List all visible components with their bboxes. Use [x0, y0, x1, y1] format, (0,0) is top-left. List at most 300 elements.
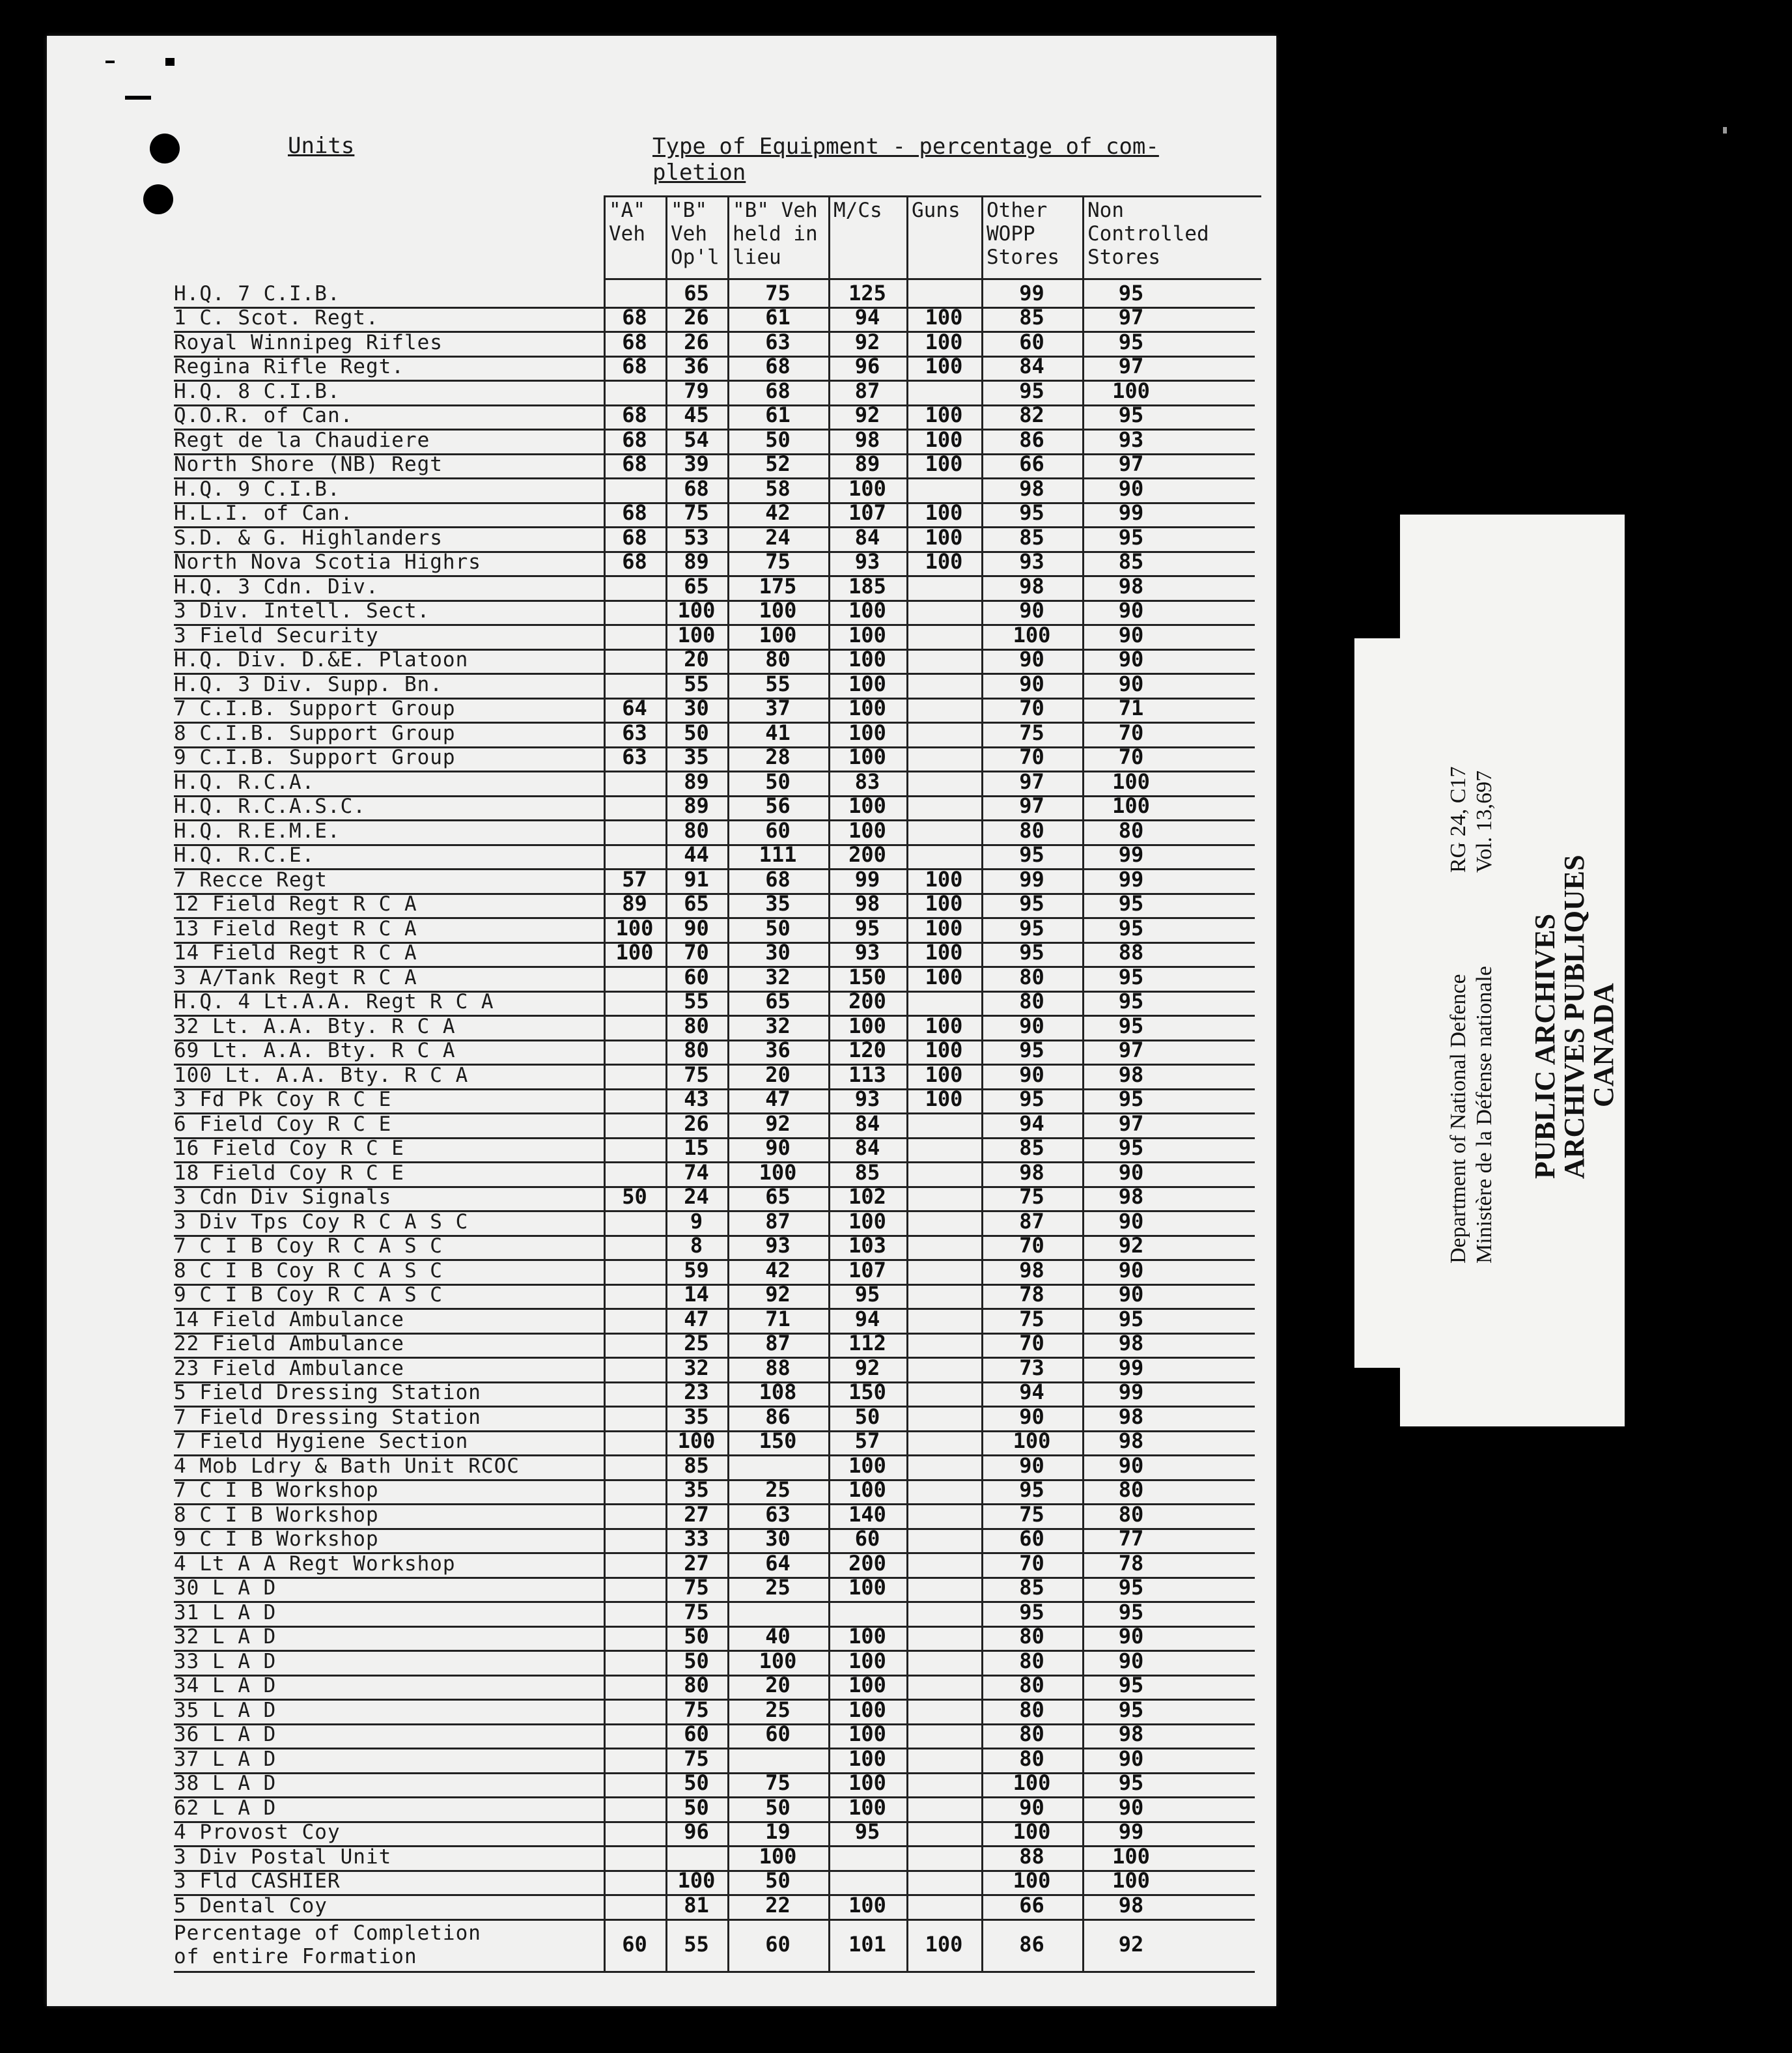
cell-bl: 52: [765, 451, 791, 476]
cell-wopp: 94: [1019, 1111, 1044, 1136]
cell-wopp: 80: [1019, 989, 1044, 1013]
cell-b: 47: [684, 1306, 709, 1331]
unit-name: 33 L A D: [174, 1649, 277, 1673]
cell-bl: 25: [765, 1575, 791, 1600]
total-label-line1: Percentage of Completion: [174, 1921, 481, 1945]
cell-wopp: 85: [1019, 524, 1044, 550]
cell-nc: 90: [1118, 475, 1144, 501]
cell-bl: 65: [765, 989, 791, 1013]
column-header: "B" Veh Op'l: [671, 199, 720, 269]
cell-mc: 94: [854, 1306, 880, 1331]
unit-name: 7 Field Hygiene Section: [174, 1430, 469, 1453]
cell-b: 33: [684, 1526, 709, 1551]
cell-nc: 92: [1118, 1233, 1144, 1258]
cell-wopp: 95: [1019, 1038, 1044, 1062]
cell-guns: 100: [925, 915, 963, 941]
unit-name: 7 C.I.B. Support Group: [174, 697, 456, 720]
total-row: [174, 1919, 1255, 1973]
unit-name: 100 Lt. A.A. Bty. R C A: [174, 1063, 469, 1087]
cell-wopp: 90: [1019, 671, 1044, 696]
unit-name: 4 Provost Coy: [174, 1820, 341, 1844]
cell-bl: 111: [759, 842, 797, 867]
unit-name: 32 Lt. A.A. Bty. R C A: [174, 1014, 456, 1038]
cell-a: 100: [615, 940, 654, 965]
cell-mc: 150: [848, 964, 886, 989]
document-page: [47, 36, 1276, 2006]
cell-wopp: 60: [1019, 329, 1044, 354]
cell-nc: 95: [1118, 1306, 1144, 1331]
cell-mc: 100: [848, 1746, 886, 1771]
cell-wopp: 97: [1019, 769, 1044, 794]
cell-mc: 100: [848, 647, 886, 672]
cell-b: 80: [684, 1673, 709, 1697]
column-header: Non Controlled Stores: [1087, 199, 1209, 269]
cell-mc: 85: [854, 1159, 880, 1185]
unit-name: S.D. & G. Highlanders: [174, 526, 443, 550]
cell-b: 36: [684, 354, 709, 378]
unit-name: Q.O.R. of Can.: [174, 404, 354, 427]
cell-nc: 90: [1118, 671, 1144, 696]
cell-mc: 100: [848, 1208, 886, 1234]
cell-mc: 84: [854, 524, 880, 550]
equipment-table: [47, 36, 1276, 2006]
units-heading: Units: [288, 133, 355, 159]
cell-guns: 100: [925, 940, 963, 965]
cell-nc: 98: [1118, 573, 1144, 599]
cell-mc: 112: [848, 1331, 886, 1355]
unit-name: H.Q. R.E.M.E.: [174, 819, 341, 843]
cell-mc: 95: [854, 1819, 880, 1844]
cell-wopp: 99: [1019, 280, 1044, 305]
cell-nc: 80: [1118, 1501, 1144, 1527]
cell-a: 68: [622, 549, 647, 574]
cell-nc: 95: [1118, 1697, 1144, 1722]
cell-guns: 100: [925, 354, 963, 378]
cell-nc: 97: [1118, 1111, 1144, 1136]
cell-mc: 100: [848, 1673, 886, 1697]
cell-mc: 100: [848, 475, 886, 501]
cell-guns: 100: [925, 1086, 963, 1111]
cell-bl: 50: [765, 769, 791, 794]
cell-mc: 84: [854, 1135, 880, 1160]
cell-nc: 98: [1118, 1062, 1144, 1087]
cell-guns: 100: [925, 866, 963, 892]
cell-bl: 36: [765, 1038, 791, 1062]
cell-bl: 25: [765, 1477, 791, 1502]
cell-mc: 100: [848, 744, 886, 769]
cell-wopp: 95: [1019, 500, 1044, 525]
column-divider: [906, 195, 908, 1971]
unit-name: H.Q. R.C.A.: [174, 770, 315, 794]
cell-a: 63: [622, 744, 647, 769]
cell-mc: 50: [854, 1404, 880, 1429]
cell-wopp: 98: [1019, 573, 1044, 599]
cell-wopp: 80: [1019, 1673, 1044, 1697]
cell-wopp: 99: [1019, 866, 1044, 892]
unit-name: 16 Field Coy R C E: [174, 1137, 404, 1160]
cell-bl: 68: [765, 378, 791, 403]
cell-wopp: 100: [1013, 1770, 1051, 1795]
cell-mc: 93: [854, 1086, 880, 1111]
cell-nc: 97: [1118, 1038, 1144, 1062]
cell-wopp: 80: [1019, 1721, 1044, 1746]
cell-wopp: 70: [1019, 1550, 1044, 1576]
unit-name: H.Q. 3 Div. Supp. Bn.: [174, 672, 443, 696]
cell-wopp: 95: [1019, 915, 1044, 941]
cell-mc: 57: [854, 1428, 880, 1453]
cell-guns: 100: [925, 451, 963, 476]
cell-wopp: 95: [1019, 842, 1044, 867]
cell-wopp: 80: [1019, 964, 1044, 989]
unit-name: 4 Lt A A Regt Workshop: [174, 1551, 456, 1576]
cell-nc: 93: [1118, 427, 1144, 452]
cell-mc: 100: [848, 671, 886, 696]
cell-b: 89: [684, 793, 709, 818]
unit-name: 23 Field Ambulance: [174, 1356, 404, 1380]
cell-nc: 95: [1118, 1135, 1144, 1160]
cell-nc: 98: [1118, 1404, 1144, 1429]
cell-b: 27: [684, 1550, 709, 1576]
unit-name: 4 Mob Ldry & Bath Unit RCOC: [174, 1454, 520, 1478]
unit-name: 5 Dental Coy: [174, 1893, 328, 1918]
cell-wopp: 95: [1019, 891, 1044, 916]
cell-b: 23: [684, 1380, 709, 1404]
total-cell-mc: 101: [848, 1931, 886, 1957]
cell-wopp: 95: [1019, 1599, 1044, 1624]
cell-bl: 88: [765, 1355, 791, 1380]
cell-b: 25: [684, 1331, 709, 1355]
cell-nc: 90: [1118, 1257, 1144, 1282]
cell-nc: 90: [1118, 1159, 1144, 1185]
cell-b: 60: [684, 964, 709, 989]
cell-b: 100: [677, 622, 716, 647]
cell-nc: 99: [1118, 842, 1144, 867]
cell-wopp: 90: [1019, 1794, 1044, 1820]
cell-nc: 71: [1118, 696, 1144, 720]
cell-mc: 95: [854, 915, 880, 941]
cell-mc: 100: [848, 622, 886, 647]
cell-mc: 83: [854, 769, 880, 794]
unit-name: H.Q. 9 C.I.B.: [174, 477, 341, 501]
cell-wopp: 75: [1019, 1184, 1044, 1209]
cell-mc: 100: [848, 1575, 886, 1600]
cell-guns: 100: [925, 427, 963, 452]
cell-wopp: 100: [1013, 622, 1051, 647]
cell-bl: 86: [765, 1404, 791, 1429]
cell-mc: 200: [848, 989, 886, 1013]
unit-name: 34 L A D: [174, 1674, 277, 1697]
cell-b: 65: [684, 280, 709, 305]
unit-name: 9 C I B Workshop: [174, 1527, 379, 1551]
cell-bl: 100: [759, 1648, 797, 1673]
cell-mc: 120: [848, 1038, 886, 1062]
cell-nc: 98: [1118, 1721, 1144, 1746]
cell-wopp: 85: [1019, 305, 1044, 330]
cell-a: 63: [622, 720, 647, 745]
archive-label: [1400, 515, 1625, 1426]
cell-a: 68: [622, 427, 647, 452]
cell-wopp: 73: [1019, 1355, 1044, 1380]
cell-b: 75: [684, 500, 709, 525]
cell-bl: 61: [765, 305, 791, 330]
total-cell-bl: 60: [765, 1931, 791, 1957]
archive-dept-en: Department of National Defence: [1446, 974, 1470, 1264]
cell-nc: 85: [1118, 549, 1144, 574]
unit-name: 3 Div. Intell. Sect.: [174, 599, 430, 623]
cell-mc: 94: [854, 305, 880, 330]
cell-mc: 100: [848, 720, 886, 745]
cell-mc: 125: [848, 280, 886, 305]
archive-name-en: PUBLIC ARCHIVES: [1529, 913, 1561, 1179]
cell-mc: 103: [848, 1233, 886, 1258]
cell-nc: 90: [1118, 1452, 1144, 1478]
cell-bl: 80: [765, 647, 791, 672]
total-cell-b: 55: [684, 1931, 709, 1957]
cell-b: 59: [684, 1257, 709, 1282]
cell-b: 8: [690, 1233, 703, 1258]
unit-name: 18 Field Coy R C E: [174, 1161, 404, 1185]
cell-mc: 84: [854, 1111, 880, 1136]
cell-b: 75: [684, 1599, 709, 1624]
cell-b: 44: [684, 842, 709, 867]
unit-name: 5 Field Dressing Station: [174, 1381, 481, 1404]
cell-bl: 63: [765, 1501, 791, 1527]
cell-b: 100: [677, 1428, 716, 1453]
cell-nc: 95: [1118, 1575, 1144, 1600]
cell-bl: 68: [765, 866, 791, 892]
cell-wopp: 70: [1019, 1233, 1044, 1258]
unit-name: 32 L A D: [174, 1625, 277, 1649]
unit-name: 7 C I B Workshop: [174, 1479, 379, 1502]
cell-nc: 95: [1118, 964, 1144, 989]
cell-nc: 78: [1118, 1550, 1144, 1576]
cell-nc: 80: [1118, 1477, 1144, 1502]
unit-name: 62 L A D: [174, 1796, 277, 1820]
cell-b: 53: [684, 524, 709, 550]
cell-mc: 98: [854, 427, 880, 452]
cell-bl: 92: [765, 1111, 791, 1136]
cell-b: 50: [684, 1770, 709, 1795]
unit-name: H.Q. 3 Cdn. Div.: [174, 574, 379, 599]
cell-bl: 42: [765, 500, 791, 525]
cell-mc: 93: [854, 940, 880, 965]
cell-b: 30: [684, 696, 709, 720]
cell-b: 43: [684, 1086, 709, 1111]
cell-mc: 96: [854, 354, 880, 378]
cell-nc: 80: [1118, 817, 1144, 843]
cell-mc: 140: [848, 1501, 886, 1527]
cell-bl: 32: [765, 964, 791, 989]
cell-b: 75: [684, 1575, 709, 1600]
cell-wopp: 95: [1019, 1477, 1044, 1502]
cell-b: 75: [684, 1746, 709, 1771]
cell-mc: 60: [854, 1526, 880, 1551]
unit-name: 31 L A D: [174, 1600, 277, 1624]
unit-name: H.L.I. of Can.: [174, 502, 354, 525]
cell-bl: 47: [765, 1086, 791, 1111]
cell-nc: 97: [1118, 354, 1144, 378]
cell-nc: 98: [1118, 1892, 1144, 1918]
cell-wopp: 90: [1019, 1452, 1044, 1478]
cell-mc: 95: [854, 1282, 880, 1307]
cell-wopp: 86: [1019, 427, 1044, 452]
cell-nc: 100: [1112, 1868, 1150, 1893]
cell-nc: 90: [1118, 647, 1144, 672]
cell-bl: 56: [765, 793, 791, 818]
cell-b: 80: [684, 817, 709, 843]
unit-name: 3 Cdn Div Signals: [174, 1185, 392, 1209]
cell-a: 64: [622, 696, 647, 720]
cell-wopp: 90: [1019, 1062, 1044, 1087]
cell-wopp: 84: [1019, 354, 1044, 378]
cell-wopp: 95: [1019, 1086, 1044, 1111]
cell-guns: 100: [925, 329, 963, 354]
column-header: M/Cs: [833, 199, 882, 222]
cell-b: 60: [684, 1721, 709, 1746]
cell-bl: 61: [765, 403, 791, 427]
cell-mc: 113: [848, 1062, 886, 1087]
cell-wopp: 98: [1019, 1159, 1044, 1185]
cell-bl: 71: [765, 1306, 791, 1331]
cell-bl: 30: [765, 940, 791, 965]
cell-mc: 200: [848, 842, 886, 867]
unit-name: North Nova Scotia Highrs: [174, 550, 481, 574]
cell-b: 9: [690, 1208, 703, 1234]
cell-bl: 75: [765, 1770, 791, 1795]
cell-mc: 100: [848, 1648, 886, 1673]
unit-name: 6 Field Coy R C E: [174, 1112, 392, 1136]
cell-nc: 95: [1118, 1599, 1144, 1624]
cell-wopp: 87: [1019, 1208, 1044, 1234]
unit-name: North Shore (NB) Regt: [174, 453, 443, 476]
cell-b: 80: [684, 1038, 709, 1062]
cell-wopp: 80: [1019, 817, 1044, 843]
cell-wopp: 90: [1019, 647, 1044, 672]
cell-b: 100: [677, 598, 716, 623]
cell-b: 24: [684, 1184, 709, 1209]
cell-b: 15: [684, 1135, 709, 1160]
cell-b: 35: [684, 1477, 709, 1502]
cell-b: 65: [684, 573, 709, 599]
cell-guns: 100: [925, 891, 963, 916]
cell-mc: 100: [848, 1892, 886, 1918]
cell-nc: 99: [1118, 1380, 1144, 1404]
cell-guns: 100: [925, 524, 963, 550]
unit-name: 12 Field Regt R C A: [174, 892, 417, 916]
cell-bl: 50: [765, 915, 791, 941]
cell-nc: 77: [1118, 1526, 1144, 1551]
archive-name-fr: ARCHIVES PUBLIQUES: [1558, 855, 1590, 1179]
cell-mc: 93: [854, 549, 880, 574]
cell-nc: 90: [1118, 1282, 1144, 1307]
cell-bl: 22: [765, 1892, 791, 1918]
cell-mc: 150: [848, 1380, 886, 1404]
cell-bl: 90: [765, 1135, 791, 1160]
cell-guns: 100: [925, 549, 963, 574]
cell-mc: 100: [848, 1721, 886, 1746]
cell-mc: 100: [848, 793, 886, 818]
cell-b: 81: [684, 1892, 709, 1918]
column-header: Other WOPP Stores: [987, 199, 1059, 269]
cell-wopp: 85: [1019, 1575, 1044, 1600]
cell-wopp: 80: [1019, 1697, 1044, 1722]
unit-name: Regt de la Chaudiere: [174, 428, 430, 452]
cell-b: 85: [684, 1452, 709, 1478]
cell-b: 50: [684, 1648, 709, 1673]
cell-nc: 97: [1118, 305, 1144, 330]
column-divider: [727, 195, 729, 1971]
cell-nc: 88: [1118, 940, 1144, 965]
cell-wopp: 100: [1013, 1428, 1051, 1453]
cell-wopp: 78: [1019, 1282, 1044, 1307]
cell-mc: 92: [854, 403, 880, 427]
total-cell-guns: 100: [925, 1931, 963, 1957]
cell-mc: 100: [848, 1452, 886, 1478]
cell-wopp: 100: [1013, 1868, 1051, 1893]
cell-bl: 28: [765, 744, 791, 769]
cell-nc: 95: [1118, 915, 1144, 941]
total-label-line2: of entire Formation: [174, 1944, 417, 1968]
cell-nc: 90: [1118, 598, 1144, 623]
cell-a: 68: [622, 500, 647, 525]
cell-bl: 87: [765, 1208, 791, 1234]
unit-name: 37 L A D: [174, 1747, 277, 1771]
cell-wopp: 80: [1019, 1746, 1044, 1771]
cell-nc: 95: [1118, 280, 1144, 305]
cell-b: 96: [684, 1819, 709, 1844]
cell-bl: 50: [765, 1794, 791, 1820]
cell-wopp: 60: [1019, 1526, 1044, 1551]
cell-bl: 75: [765, 549, 791, 574]
cell-b: 55: [684, 989, 709, 1013]
cell-b: 55: [684, 671, 709, 696]
cell-bl: 60: [765, 1721, 791, 1746]
unit-name: H.Q. Div. D.&E. Platoon: [174, 648, 469, 672]
cell-mc: 100: [848, 598, 886, 623]
header-bottom-rule: [604, 278, 1261, 280]
cell-wopp: 70: [1019, 1331, 1044, 1355]
cell-wopp: 95: [1019, 378, 1044, 403]
cell-bl: 20: [765, 1062, 791, 1087]
cell-nc: 99: [1118, 1355, 1144, 1380]
film-speck: [1723, 127, 1727, 134]
cell-guns: 100: [925, 305, 963, 330]
archive-country: CANADA: [1588, 983, 1619, 1107]
cell-b: 39: [684, 451, 709, 476]
cell-wopp: 75: [1019, 720, 1044, 745]
column-header: "A" Veh: [609, 199, 645, 246]
cell-b: 91: [684, 866, 709, 892]
cell-b: 75: [684, 1697, 709, 1722]
cell-bl: 20: [765, 1673, 791, 1697]
unit-name: 36 L A D: [174, 1723, 277, 1746]
cell-bl: 93: [765, 1233, 791, 1258]
cell-wopp: 90: [1019, 598, 1044, 623]
column-divider: [604, 195, 606, 1971]
cell-wopp: 90: [1019, 1404, 1044, 1429]
unit-name: 3 Div Tps Coy R C A S C: [174, 1210, 469, 1234]
cell-nc: 95: [1118, 1086, 1144, 1111]
cell-b: 20: [684, 647, 709, 672]
cell-bl: 100: [759, 622, 797, 647]
cell-bl: 63: [765, 329, 791, 354]
cell-bl: 35: [765, 891, 791, 916]
cell-b: 89: [684, 549, 709, 574]
cell-b: 26: [684, 305, 709, 330]
column-divider: [828, 195, 830, 1971]
cell-mc: 100: [848, 1013, 886, 1038]
cell-b: 70: [684, 940, 709, 965]
